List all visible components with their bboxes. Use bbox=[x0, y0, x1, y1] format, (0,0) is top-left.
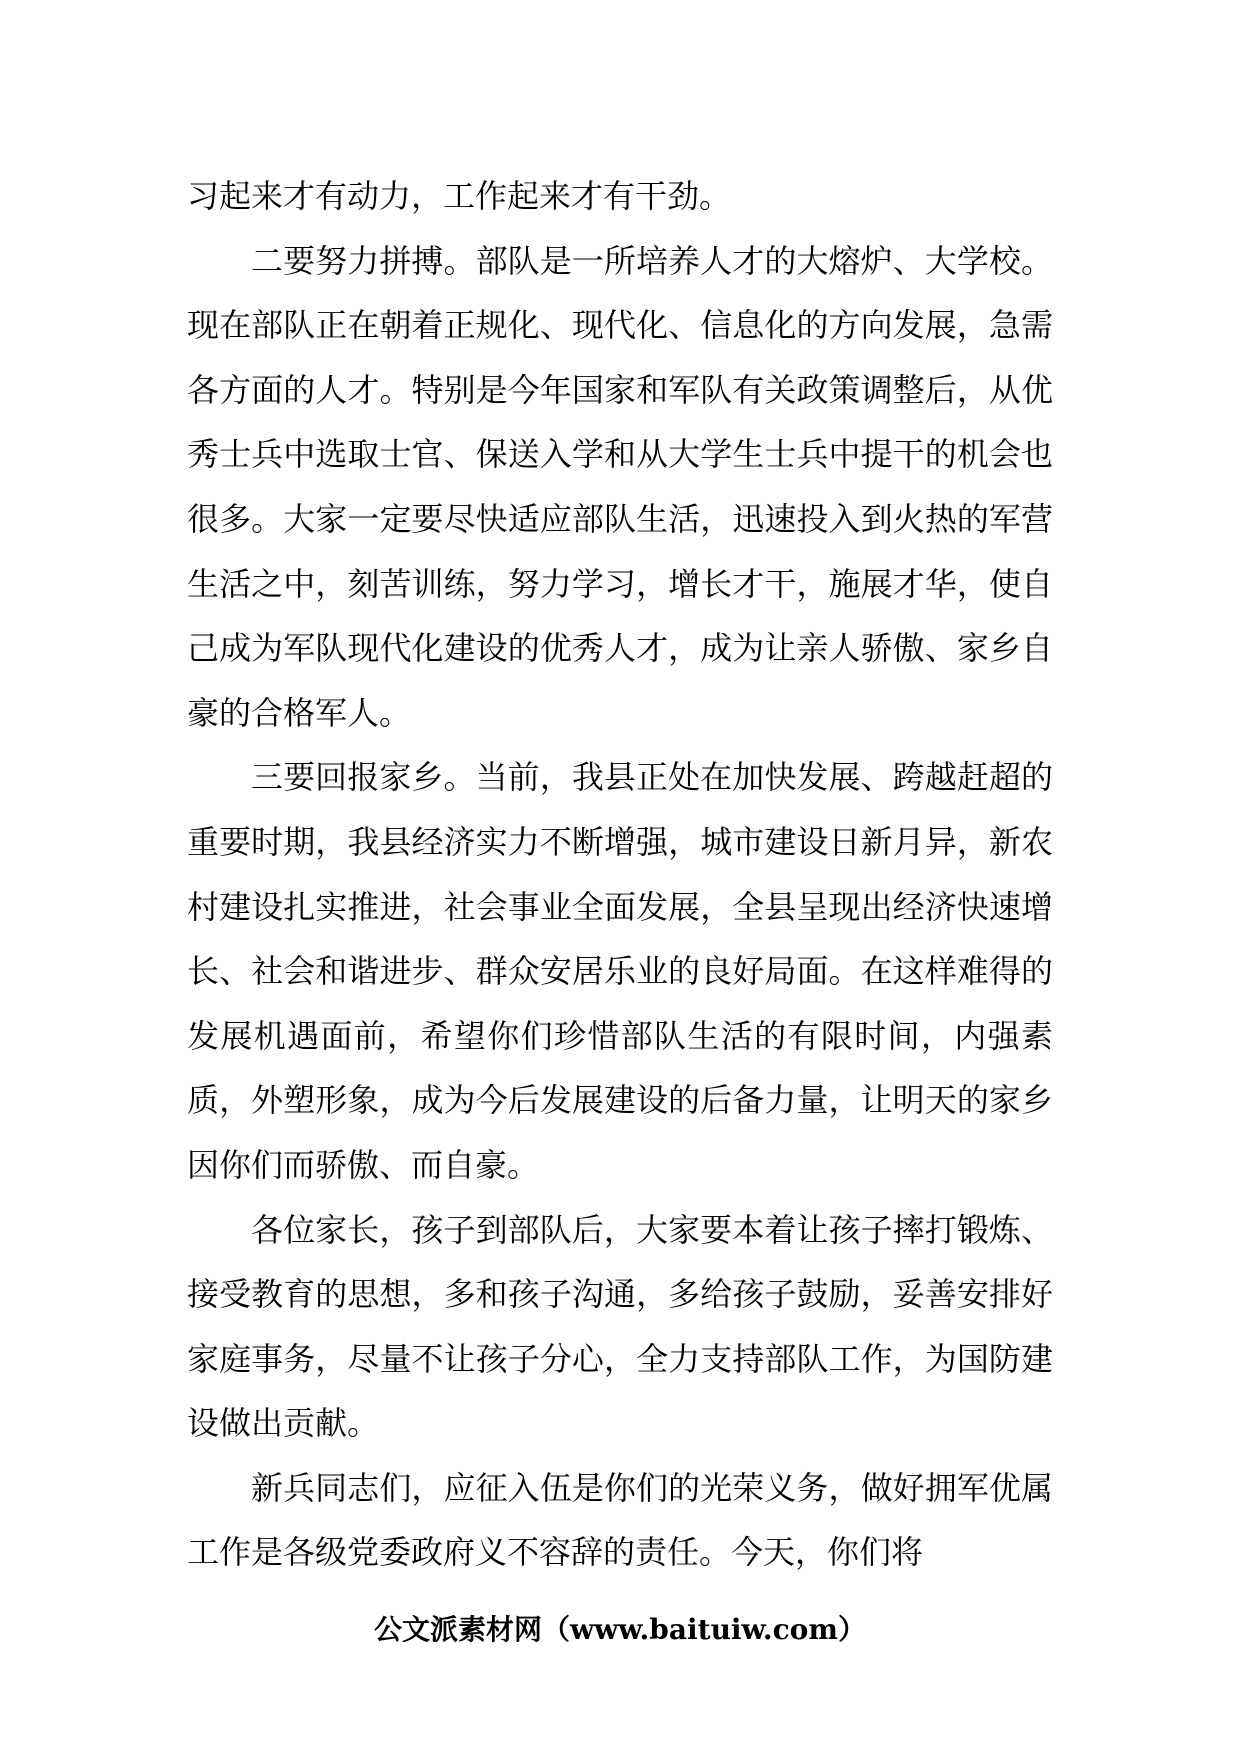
paragraph: 三要回报家乡。当前，我县正处在加快发展、跨越赶超的重要时期，我县经济实力不断增强，城市建设日新月异，新农村建设扎实推进，社会事业全面发展，全县呈现出经济快速增长、社会和谐进步、群众安居乐业的良好局面。在这样难得的发展机遇面前，希望你们珍惜部队生活的有限时间，内强素质，外塑形象，成为今后发展建设的后备力量，让明天的家乡因你们而骄傲、而自豪。 bbox=[187, 758, 1053, 1184]
body-text bbox=[187, 164, 1053, 1585]
paragraph: 二要努力拼搏。部队是一所培养人才的大熔炉、大学校。现在部队正在朝着正规化、现代化、信息化的方向发展，急需各方面的人才。特别是今年国家和军队有关政策调整后，从优秀士兵中选取士官、保送入学和从大学生士兵中提干的机会也很多。大家一定要尽快适应部队生活，迅速投入到火热的军营生活之中，刻苦训练，努力学习，增长才干，施展才华，使自己成为军队现代化建设的优秀人才，成为让亲人骄傲、家乡自豪的合格军人。 bbox=[187, 241, 1053, 732]
paragraph: 新兵同志们，应征入伍是你们的光荣义务，做好拥军优属工作是各级党委政府义不容辞的责任。今天，你们将 bbox=[187, 1468, 1053, 1572]
paragraph: 各位家长，孩子到部队后，大家要本着让孩子摔打锻炼、接受教育的思想，多和孩子沟通，多给孩子鼓励，妥善安排好家庭事务，尽量不让孩子分心，全力支持部队工作，为国防建设做出贡献。 bbox=[187, 1210, 1053, 1443]
page-footer: 公文派素材网（www.baituiw.com） bbox=[374, 1613, 866, 1646]
paragraph: 习起来才有动力，工作起来才有干劲。 bbox=[187, 177, 732, 215]
